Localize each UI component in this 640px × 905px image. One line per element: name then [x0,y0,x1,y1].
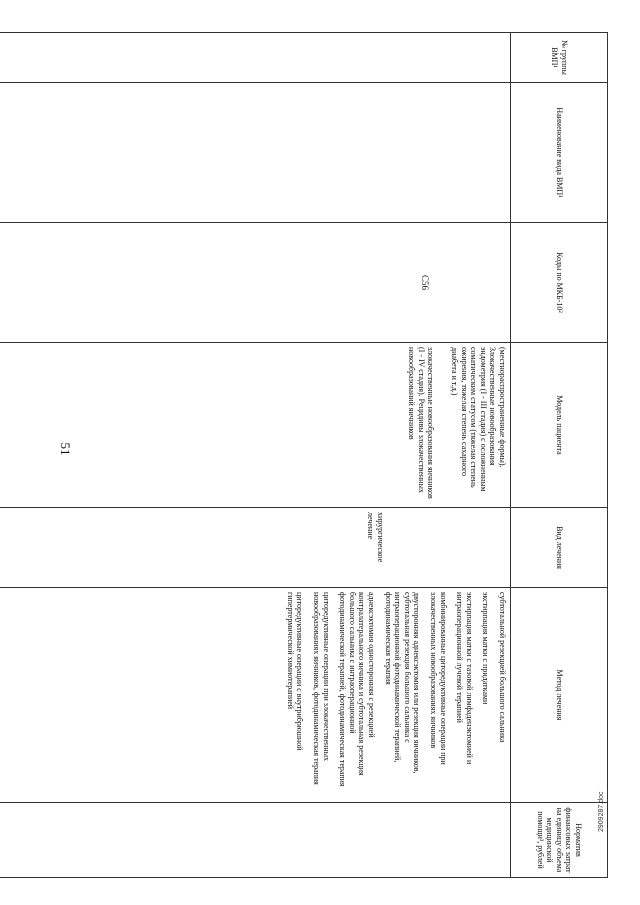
method-text: аднексэктомия односторонняя с резекцией контралатерального яичника и субтотальная резекция большого сальника с интраоперационной фотодинамической терапией, фотодинамическая терапия [338,592,377,787]
header-type: Вид лечения [511,508,608,588]
model-text: злокачественные новообразования яичников (I - IV стадия). Рецидивы злокачественных новообразований яичников [407,347,436,499]
table-row [0,33,511,878]
header-model: Модель пациента [511,343,608,508]
cell-method [0,588,511,803]
header-codes: Коды по МКБ-10² [511,223,608,343]
method-text: циторедуктивные операции при злокачественных новообразованиях яичников, фотодинамическая терапия [312,592,331,785]
rotated-table-container [33,32,608,877]
type-text: хирургическое лечение [366,512,385,563]
cell-group [0,33,511,83]
footer-filename: 2909287.doc [598,791,605,832]
header-norm: Норматив финансовых затрат на единицу объема медицинской помощи³, рублей [511,803,608,878]
method-text: циторедуктивные операции с внутрибрюшной гипертермической химиотерапией [285,592,305,751]
table-header-row [511,33,608,878]
method-text: субтотальной резекцией большого сальника [498,592,507,743]
cell-norm [0,803,511,878]
cell-name [0,83,511,223]
method-text: комбинированные циторедуктивные операции при злокачественных новообразованиях яичников [429,592,448,765]
header-method: Метод лечения [511,588,608,803]
model-text: (местнораспространенные формы). Злокачественные новообразования эндометрия (I - III стадия) с осложненным соматическим статусом (тяжелая степень ожирения, тяжелая степень сахарного диабета и т.д.) [450,347,507,492]
vmp-table [0,32,608,878]
cell-codes: C56 [0,223,511,343]
header-name: Наименование вида ВМП¹ [511,83,608,223]
cell-type [0,508,511,588]
page-number: 51 [58,442,73,456]
method-text: экстирпация матки с придатками [481,592,491,705]
method-text: двусторонняя аднексэктомия или резекция яичников, субтотальная резекция большого сальника с интраоперационной фотодинамической терапией, фотодинамическая терапия [383,592,422,774]
method-text: экстирпация матки с тазовой лимфаденэктомией и интраоперационной лучевой терапией [455,592,474,765]
cell-model [0,343,511,508]
header-group: № группы ВМП¹ [511,33,608,83]
